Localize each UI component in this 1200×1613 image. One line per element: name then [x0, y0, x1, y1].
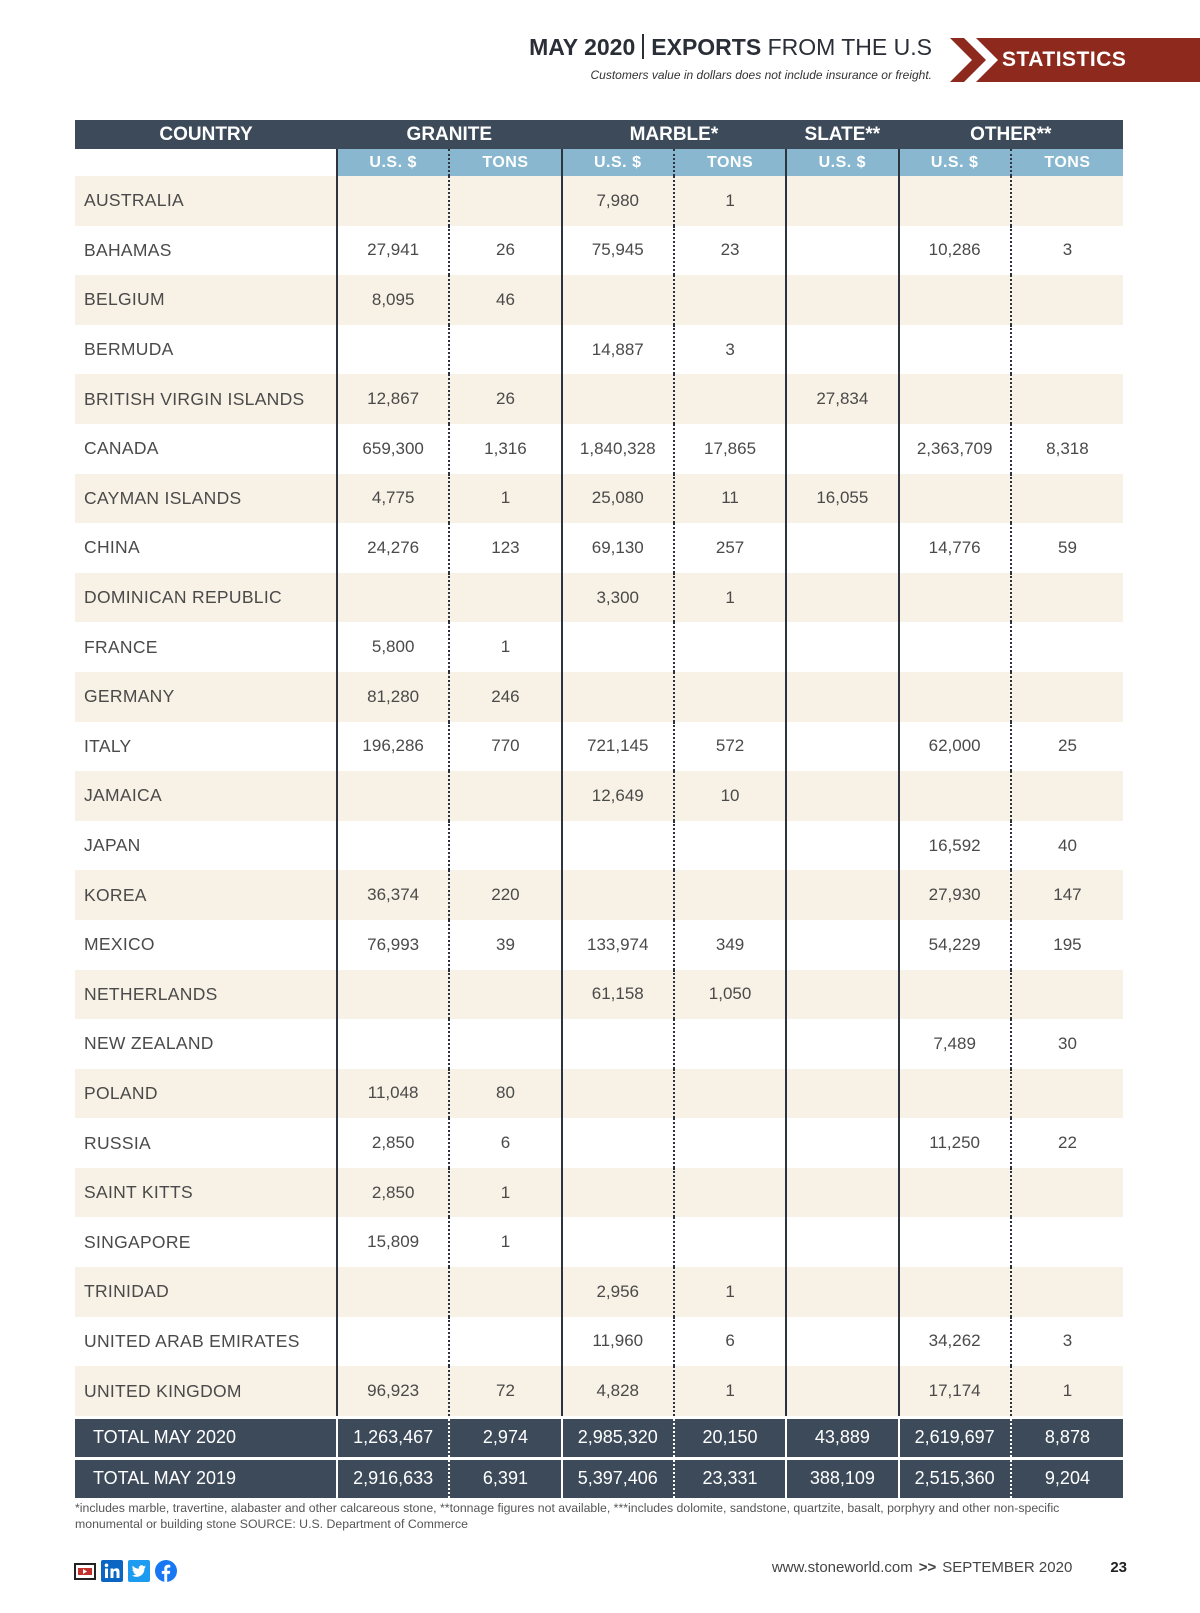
- cell-slate-usd: [786, 1217, 898, 1267]
- cell-slate-usd: [786, 771, 898, 821]
- cell-granite-tons: 1: [449, 1168, 561, 1218]
- cell-other-tons: [1011, 474, 1123, 524]
- header-other: OTHER**: [899, 120, 1124, 149]
- cell-granite-usd: 76,993: [337, 920, 449, 970]
- cell-granite-tons: 46: [449, 275, 561, 325]
- cell-granite-usd: 27,941: [337, 226, 449, 276]
- cell-granite-tons: [449, 1267, 561, 1317]
- twitter-icon[interactable]: [128, 1560, 150, 1582]
- table-row: [75, 1019, 1123, 1069]
- title-rest: FROM THE U.S: [767, 34, 932, 60]
- cell-marble-usd: 3,300: [562, 573, 674, 623]
- cell-granite-tons: 6: [449, 1118, 561, 1168]
- table-row: [75, 870, 1123, 920]
- cell-slate-usd: [786, 176, 898, 226]
- cell-marble-tons: [674, 1217, 786, 1267]
- cell-slate-usd: [786, 1267, 898, 1317]
- cell-slate-usd: [786, 424, 898, 474]
- total-other-tons: 9,204: [1011, 1460, 1123, 1498]
- table-row: [75, 424, 1123, 474]
- cell-other-tons: [1011, 622, 1123, 672]
- cell-slate-usd: [786, 275, 898, 325]
- cell-granite-tons: 72: [449, 1366, 561, 1416]
- header-country: COUNTRY: [75, 120, 337, 149]
- total-marble-usd: 5,397,406: [562, 1460, 674, 1498]
- cell-marble-tons: 17,865: [674, 424, 786, 474]
- cell-marble-tons: 3: [674, 325, 786, 375]
- table-row: [75, 722, 1123, 772]
- cell-marble-tons: [674, 1019, 786, 1069]
- section-tab: [950, 38, 1200, 82]
- cell-marble-tons: 1: [674, 1366, 786, 1416]
- cell-granite-usd: 24,276: [337, 523, 449, 573]
- subheader-granite-tons: TONS: [449, 149, 561, 176]
- issue-date: SEPTEMBER 2020: [942, 1559, 1073, 1576]
- cell-granite-tons: [449, 821, 561, 871]
- cell-slate-usd: [786, 622, 898, 672]
- cell-other-tons: 40: [1011, 821, 1123, 871]
- total-other-usd: 2,515,360: [899, 1460, 1011, 1498]
- cell-other-usd: [899, 1168, 1011, 1218]
- cell-country: NETHERLANDS: [75, 970, 337, 1020]
- cell-granite-usd: 12,867: [337, 374, 449, 424]
- cell-other-tons: [1011, 325, 1123, 375]
- cell-granite-usd: [337, 325, 449, 375]
- cell-marble-tons: [674, 275, 786, 325]
- cell-granite-usd: 96,923: [337, 1366, 449, 1416]
- table-row: [75, 226, 1123, 276]
- cell-granite-tons: [449, 970, 561, 1020]
- title-divider: [642, 34, 644, 59]
- cell-other-usd: [899, 573, 1011, 623]
- subheader-marble-tons: TONS: [674, 149, 786, 176]
- cell-marble-tons: 10: [674, 771, 786, 821]
- cell-marble-tons: 1,050: [674, 970, 786, 1020]
- footer-arrow: >>: [918, 1559, 937, 1576]
- cell-granite-usd: [337, 771, 449, 821]
- cell-country: POLAND: [75, 1069, 337, 1119]
- table-row: [75, 523, 1123, 573]
- cell-country: JAPAN: [75, 821, 337, 871]
- cell-country: UNITED KINGDOM: [75, 1366, 337, 1416]
- total-slate-usd: 43,889: [786, 1419, 898, 1457]
- cell-other-usd: [899, 176, 1011, 226]
- total-marble-tons: 20,150: [674, 1419, 786, 1457]
- cell-other-tons: 8,318: [1011, 424, 1123, 474]
- linkedin-icon[interactable]: [101, 1560, 123, 1582]
- cell-granite-tons: 220: [449, 870, 561, 920]
- cell-other-usd: 10,286: [899, 226, 1011, 276]
- cell-marble-tons: [674, 870, 786, 920]
- cell-slate-usd: [786, 1069, 898, 1119]
- table-row: [75, 1366, 1123, 1416]
- cell-country: CAYMAN ISLANDS: [75, 474, 337, 524]
- cell-country: BAHAMAS: [75, 226, 337, 276]
- cell-marble-usd: [562, 672, 674, 722]
- cell-country: SINGAPORE: [75, 1217, 337, 1267]
- cell-granite-usd: 2,850: [337, 1168, 449, 1218]
- cell-granite-usd: [337, 1317, 449, 1367]
- cell-slate-usd: [786, 1118, 898, 1168]
- table-row: [75, 920, 1123, 970]
- cell-marble-usd: 721,145: [562, 722, 674, 772]
- cell-slate-usd: [786, 1019, 898, 1069]
- table-row: [75, 1317, 1123, 1367]
- cell-slate-usd: [786, 523, 898, 573]
- subheader-marble-usd: U.S. $: [562, 149, 674, 176]
- cell-other-tons: [1011, 176, 1123, 226]
- cell-granite-tons: [449, 1019, 561, 1069]
- cell-slate-usd: [786, 672, 898, 722]
- table-row: [75, 1069, 1123, 1119]
- cell-slate-usd: [786, 573, 898, 623]
- cell-marble-tons: [674, 1069, 786, 1119]
- cell-other-usd: 2,363,709: [899, 424, 1011, 474]
- cell-granite-usd: 36,374: [337, 870, 449, 920]
- total-row: [75, 1460, 1123, 1498]
- subheader-blank: [75, 149, 337, 176]
- cell-marble-usd: 25,080: [562, 474, 674, 524]
- cell-marble-usd: [562, 1168, 674, 1218]
- total-granite-tons: 6,391: [449, 1460, 561, 1498]
- cell-other-tons: 3: [1011, 226, 1123, 276]
- cell-granite-usd: 659,300: [337, 424, 449, 474]
- header-marble: MARBLE*: [562, 120, 787, 149]
- total-slate-usd: 388,109: [786, 1460, 898, 1498]
- cell-marble-tons: [674, 622, 786, 672]
- cell-marble-usd: 1,840,328: [562, 424, 674, 474]
- cell-marble-tons: 6: [674, 1317, 786, 1367]
- cell-other-usd: 17,174: [899, 1366, 1011, 1416]
- cell-country: NEW ZEALAND: [75, 1019, 337, 1069]
- cell-other-usd: [899, 275, 1011, 325]
- cell-marble-tons: 23: [674, 226, 786, 276]
- total-granite-usd: 1,263,467: [337, 1419, 449, 1457]
- cell-other-tons: [1011, 573, 1123, 623]
- cell-other-tons: [1011, 970, 1123, 1020]
- table-row: [75, 275, 1123, 325]
- cell-granite-tons: 770: [449, 722, 561, 772]
- cell-other-tons: 25: [1011, 722, 1123, 772]
- cell-marble-usd: 75,945: [562, 226, 674, 276]
- cell-country: CHINA: [75, 523, 337, 573]
- page-subtitle: Customers value in dollars does not include insurance or freight.: [590, 68, 932, 82]
- cell-granite-tons: 123: [449, 523, 561, 573]
- total-other-tons: 8,878: [1011, 1419, 1123, 1457]
- table-row: [75, 1267, 1123, 1317]
- cell-slate-usd: [786, 920, 898, 970]
- cell-other-usd: 62,000: [899, 722, 1011, 772]
- cell-other-usd: [899, 474, 1011, 524]
- cell-granite-usd: [337, 1019, 449, 1069]
- cell-granite-tons: [449, 325, 561, 375]
- cell-marble-usd: 133,974: [562, 920, 674, 970]
- table-row: [75, 573, 1123, 623]
- cell-marble-tons: 1: [674, 573, 786, 623]
- cell-granite-tons: 1: [449, 474, 561, 524]
- page-title: [529, 34, 932, 61]
- cell-slate-usd: [786, 1168, 898, 1218]
- cell-other-tons: [1011, 374, 1123, 424]
- cell-other-tons: [1011, 1168, 1123, 1218]
- cell-marble-tons: 349: [674, 920, 786, 970]
- youtube-icon[interactable]: [74, 1560, 96, 1582]
- total-other-usd: 2,619,697: [899, 1419, 1011, 1457]
- subheader-granite-usd: U.S. $: [337, 149, 449, 176]
- cell-granite-tons: 26: [449, 226, 561, 276]
- footnote: *includes marble, travertine, alabaster and other calcareous stone, **tonnage figures not available, ***includes dolomite, sandstone, quartzite, basalt, porphyry and other non-specific monumental or building stone SOURCE: U.S. Department of Commerce: [75, 1501, 1060, 1531]
- table-row: [75, 1168, 1123, 1218]
- cell-marble-tons: 257: [674, 523, 786, 573]
- page-footer: [772, 1559, 1127, 1576]
- cell-slate-usd: [786, 970, 898, 1020]
- header-granite: GRANITE: [337, 120, 562, 149]
- cell-country: BELGIUM: [75, 275, 337, 325]
- facebook-icon[interactable]: [155, 1560, 177, 1582]
- table-row: [75, 1118, 1123, 1168]
- cell-marble-tons: 572: [674, 722, 786, 772]
- total-country: TOTAL MAY 2019: [75, 1460, 337, 1498]
- cell-granite-tons: 80: [449, 1069, 561, 1119]
- cell-slate-usd: [786, 870, 898, 920]
- cell-other-tons: 59: [1011, 523, 1123, 573]
- cell-marble-tons: [674, 821, 786, 871]
- cell-other-usd: 7,489: [899, 1019, 1011, 1069]
- cell-marble-tons: [674, 672, 786, 722]
- cell-other-usd: [899, 622, 1011, 672]
- cell-marble-usd: 14,887: [562, 325, 674, 375]
- cell-other-usd: [899, 1267, 1011, 1317]
- cell-other-tons: [1011, 1217, 1123, 1267]
- cell-other-usd: [899, 325, 1011, 375]
- cell-other-tons: 3: [1011, 1317, 1123, 1367]
- cell-granite-usd: 11,048: [337, 1069, 449, 1119]
- cell-other-usd: 54,229: [899, 920, 1011, 970]
- cell-slate-usd: 27,834: [786, 374, 898, 424]
- total-marble-tons: 23,331: [674, 1460, 786, 1498]
- cell-granite-tons: 39: [449, 920, 561, 970]
- title-bold: EXPORTS: [651, 34, 762, 60]
- total-row: [75, 1419, 1123, 1457]
- cell-granite-usd: [337, 1267, 449, 1317]
- cell-other-usd: [899, 970, 1011, 1020]
- cell-country: BRITISH VIRGIN ISLANDS: [75, 374, 337, 424]
- cell-granite-usd: 2,850: [337, 1118, 449, 1168]
- cell-other-tons: 1: [1011, 1366, 1123, 1416]
- cell-granite-tons: [449, 573, 561, 623]
- cell-marble-usd: [562, 821, 674, 871]
- social-links: [74, 1560, 177, 1582]
- page-number: 23: [1110, 1559, 1127, 1576]
- cell-country: AUSTRALIA: [75, 176, 337, 226]
- cell-marble-tons: 1: [674, 1267, 786, 1317]
- cell-other-tons: 22: [1011, 1118, 1123, 1168]
- cell-slate-usd: [786, 722, 898, 772]
- cell-granite-usd: 5,800: [337, 622, 449, 672]
- cell-marble-usd: 2,956: [562, 1267, 674, 1317]
- cell-other-usd: 34,262: [899, 1317, 1011, 1367]
- cell-granite-usd: 8,095: [337, 275, 449, 325]
- subheader-other-usd: U.S. $: [899, 149, 1011, 176]
- cell-other-usd: [899, 771, 1011, 821]
- total-granite-usd: 2,916,633: [337, 1460, 449, 1498]
- exports-table: [75, 120, 1123, 1498]
- cell-slate-usd: [786, 325, 898, 375]
- cell-country: TRINIDAD: [75, 1267, 337, 1317]
- table-row: [75, 176, 1123, 226]
- table-body: [75, 176, 1123, 1498]
- cell-granite-usd: 15,809: [337, 1217, 449, 1267]
- cell-country: SAINT KITTS: [75, 1168, 337, 1218]
- cell-granite-usd: 196,286: [337, 722, 449, 772]
- cell-marble-usd: 11,960: [562, 1317, 674, 1367]
- cell-country: JAMAICA: [75, 771, 337, 821]
- cell-granite-tons: 1: [449, 622, 561, 672]
- cell-granite-tons: [449, 176, 561, 226]
- cell-marble-usd: 61,158: [562, 970, 674, 1020]
- cell-other-tons: 195: [1011, 920, 1123, 970]
- cell-marble-usd: [562, 870, 674, 920]
- cell-other-usd: 16,592: [899, 821, 1011, 871]
- cell-marble-tons: 1: [674, 176, 786, 226]
- cell-country: FRANCE: [75, 622, 337, 672]
- cell-granite-usd: [337, 821, 449, 871]
- cell-slate-usd: [786, 1317, 898, 1367]
- table-row: [75, 771, 1123, 821]
- subheader-slate-usd: U.S. $: [786, 149, 898, 176]
- subheader-other-tons: TONS: [1011, 149, 1123, 176]
- cell-marble-tons: 11: [674, 474, 786, 524]
- table-row: [75, 1217, 1123, 1267]
- cell-other-usd: 11,250: [899, 1118, 1011, 1168]
- cell-country: GERMANY: [75, 672, 337, 722]
- website-link[interactable]: www.stoneworld.com: [771, 1559, 913, 1576]
- cell-granite-usd: [337, 573, 449, 623]
- cell-marble-usd: 12,649: [562, 771, 674, 821]
- cell-slate-usd: 16,055: [786, 474, 898, 524]
- cell-marble-usd: 7,980: [562, 176, 674, 226]
- cell-marble-usd: [562, 622, 674, 672]
- cell-granite-usd: [337, 970, 449, 1020]
- cell-country: MEXICO: [75, 920, 337, 970]
- cell-slate-usd: [786, 226, 898, 276]
- cell-granite-tons: [449, 1317, 561, 1367]
- cell-country: CANADA: [75, 424, 337, 474]
- cell-granite-tons: 1: [449, 1217, 561, 1267]
- cell-slate-usd: [786, 821, 898, 871]
- cell-other-usd: 27,930: [899, 870, 1011, 920]
- cell-other-usd: [899, 374, 1011, 424]
- total-marble-usd: 2,985,320: [562, 1419, 674, 1457]
- cell-other-tons: [1011, 672, 1123, 722]
- cell-slate-usd: [786, 1366, 898, 1416]
- cell-marble-tons: [674, 374, 786, 424]
- cell-granite-tons: 26: [449, 374, 561, 424]
- table-row: [75, 622, 1123, 672]
- cell-marble-tons: [674, 1118, 786, 1168]
- cell-other-tons: [1011, 1069, 1123, 1119]
- header-slate: SLATE**: [786, 120, 898, 149]
- table-row: [75, 374, 1123, 424]
- cell-marble-usd: [562, 374, 674, 424]
- cell-marble-usd: 69,130: [562, 523, 674, 573]
- total-country: TOTAL MAY 2020: [75, 1419, 337, 1457]
- cell-granite-usd: 4,775: [337, 474, 449, 524]
- cell-marble-usd: [562, 1118, 674, 1168]
- cell-other-usd: [899, 672, 1011, 722]
- table-row: [75, 970, 1123, 1020]
- cell-other-usd: 14,776: [899, 523, 1011, 573]
- cell-marble-usd: [562, 1019, 674, 1069]
- cell-granite-tons: [449, 771, 561, 821]
- cell-marble-tons: [674, 1168, 786, 1218]
- cell-marble-usd: [562, 1217, 674, 1267]
- cell-other-tons: 30: [1011, 1019, 1123, 1069]
- cell-marble-usd: 4,828: [562, 1366, 674, 1416]
- table-row: [75, 672, 1123, 722]
- cell-granite-usd: [337, 176, 449, 226]
- cell-other-usd: [899, 1217, 1011, 1267]
- cell-other-tons: [1011, 771, 1123, 821]
- cell-country: ITALY: [75, 722, 337, 772]
- cell-other-tons: 147: [1011, 870, 1123, 920]
- cell-country: KOREA: [75, 870, 337, 920]
- table-row: [75, 821, 1123, 871]
- cell-marble-usd: [562, 1069, 674, 1119]
- cell-marble-usd: [562, 275, 674, 325]
- total-granite-tons: 2,974: [449, 1419, 561, 1457]
- cell-country: BERMUDA: [75, 325, 337, 375]
- cell-country: RUSSIA: [75, 1118, 337, 1168]
- cell-other-tons: [1011, 275, 1123, 325]
- cell-country: DOMINICAN REPUBLIC: [75, 573, 337, 623]
- cell-other-usd: [899, 1069, 1011, 1119]
- cell-country: UNITED ARAB EMIRATES: [75, 1317, 337, 1367]
- cell-granite-usd: 81,280: [337, 672, 449, 722]
- cell-granite-tons: 1,316: [449, 424, 561, 474]
- cell-granite-tons: 246: [449, 672, 561, 722]
- cell-other-tons: [1011, 1267, 1123, 1317]
- table-row: [75, 325, 1123, 375]
- section-label: STATISTICS: [1002, 48, 1127, 71]
- table-row: [75, 474, 1123, 524]
- title-period: MAY 2020: [529, 34, 636, 60]
